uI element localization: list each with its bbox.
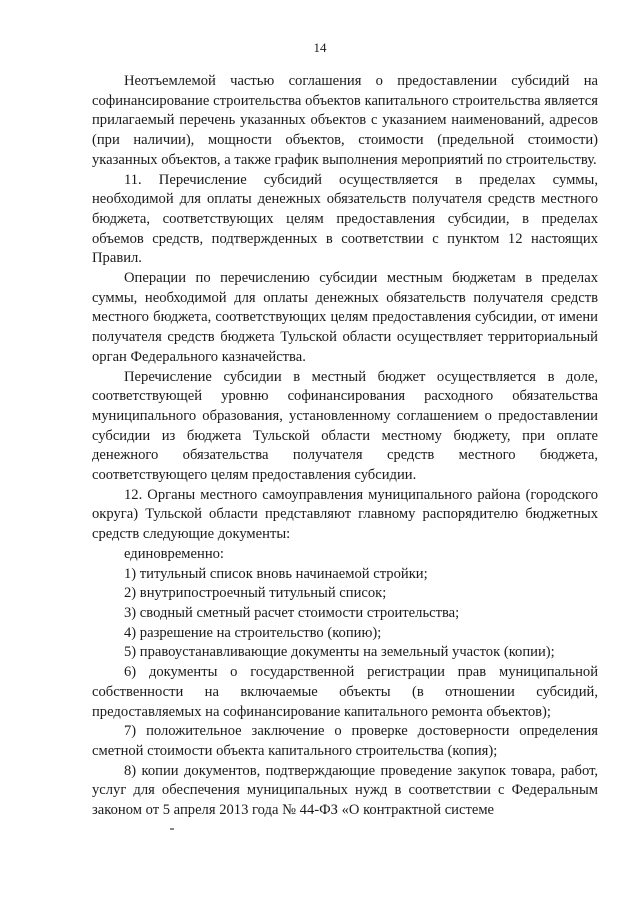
list-item-1: 1) титульный список вновь начинаемой стройки; — [124, 565, 428, 582]
document-body — [92, 72, 598, 821]
page-number: 14 — [313, 40, 327, 55]
scan-speck — [170, 828, 174, 830]
paragraph-clause-12: 12. Органы местного самоуправления муниципального района (городского округа) Тульской области представляют главному распорядителю бюджетных средств следующие документы: — [92, 486, 598, 543]
paragraph-clause-11: 11. Перечисление субсидий осуществляется в пределах суммы, необходимой для оплаты денежных обязательств получателя средств местного бюджета, соответствующих целям предоставления субсидии, в пределах объемов средств, подтвержденных в соответствии с пунктом 12 настоящих Правил. — [92, 171, 598, 267]
paragraph-transfer-share: Перечисление субсидии в местный бюджет осуществляется в доле, соответствующей уровню софинансирования расходного обязательства муниципального образования, установленному соглашением о предоставлении субсидии из бюджета Тульской области местному бюджету, при оплате денежного обязательства получателя средств местного бюджета, соответствующего целям предоставления субсидии. — [92, 368, 598, 484]
list-item-5: 5) правоустанавливающие документы на земельный участок (копии); — [124, 644, 555, 661]
list-item-6: 6) документы о государственной регистрации прав муниципальной собственности на включаемые объекты (в отношении субсидий, предоставляемых на софинансирование капитального ремонта объектов); — [92, 664, 598, 720]
paragraph-treasury-operations: Операции по перечислению субсидии местным бюджетам в пределах суммы, необходимой для оплаты денежных обязательств получателя средств местного бюджета, соответствующих целям предоставления субсидии, от имени получателя средств бюджета Тульской области осуществляет территориальный орган Федерального казначейства. — [92, 270, 598, 365]
list-item-4: 4) разрешение на строительство (копию); — [124, 624, 382, 641]
paragraph-annex-note: Неотъемлемой частью соглашения о предоставлении субсидий на софинансирование строительства объектов капитального строительства является прилагаемый перечень указанных объектов с указанием наименований, адресов (при наличии), мощности объектов, стоимости (предельной стоимости) указанных объектов, а также график выполнения мероприятий по строительству. — [92, 73, 598, 168]
list-item-3: 3) сводный сметный расчет стоимости строительства; — [124, 604, 460, 621]
list-item-8: 8) копии документов, подтверждающие проведение закупок товара, работ, услуг для обеспечения муниципальных нужд в соответствии с Федеральным законом от 5 апреля 2013 года № 44-ФЗ «О контрактной системе — [92, 762, 598, 819]
list-item-7: 7) положительное заключение о проверке достоверности определения сметной стоимости объекта капитального строительства (копия); — [92, 723, 598, 759]
list-intro: единовременно: — [124, 545, 224, 562]
list-item-2: 2) внутрипостроечный титульный список; — [124, 585, 387, 602]
